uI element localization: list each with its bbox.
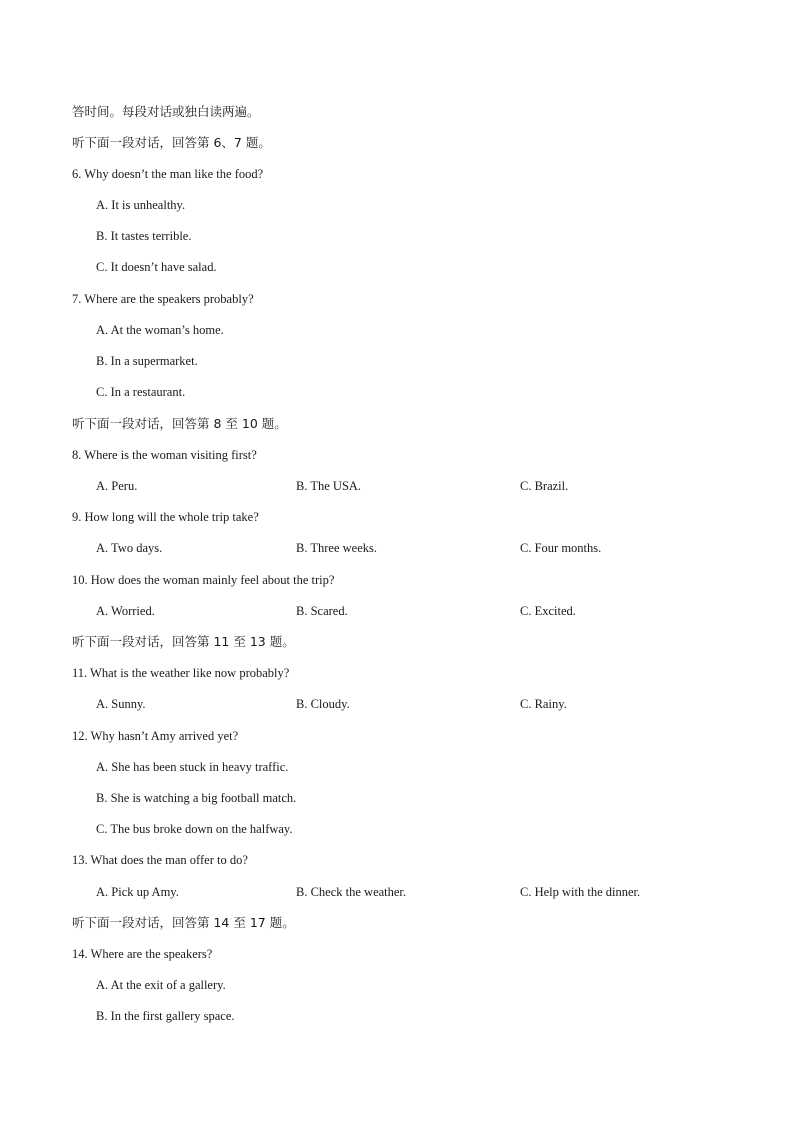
option-row [0,695,794,713]
question-text: 10. How does the woman mainly feel about the trip? [72,573,335,587]
option-b: B. Check the weather. [296,885,407,899]
option-a: A. Sunny. [96,697,146,711]
section-header-row [0,914,794,932]
question-text: 14. Where are the speakers? [72,947,213,961]
option-c: C. Brazil. [520,479,569,493]
option-b: B. In a supermarket. [96,354,198,368]
question-text: 8. Where is the woman visiting first? [72,448,257,462]
option-row [0,789,794,807]
question-text: 11. What is the weather like now probably? [72,666,290,680]
question-row [0,664,794,682]
option-row [0,539,794,557]
question-row [0,508,794,526]
option-a: A. It is unhealthy. [96,198,186,212]
option-a: A. Peru. [96,479,138,493]
option-a: A. At the woman’s home. [96,323,224,337]
section-header: 听下面一段对话，回答第 14 至 17 题。 [72,915,295,930]
question-text: 12. Why hasn’t Amy arrived yet? [72,729,239,743]
question-row [0,945,794,963]
option-c: C. The bus broke down on the halfway. [96,822,293,836]
option-row [0,477,794,495]
option-row [0,820,794,838]
option-c: C. In a restaurant. [96,385,186,399]
option-b: B. Scared. [296,604,348,618]
option-a: A. Pick up Amy. [96,885,179,899]
option-b: B. Cloudy. [296,697,350,711]
question-row [0,446,794,464]
option-row [0,602,794,620]
intro-line: 答时间。每段对话或独白读两遍。 [72,104,260,119]
option-row [0,1007,794,1025]
question-text: 7. Where are the speakers probably? [72,292,254,306]
option-row [0,258,794,276]
option-a: A. Two days. [96,541,163,555]
option-c: C. Excited. [520,604,576,618]
question-text: 13. What does the man offer to do? [72,853,248,867]
section-header-row [0,134,794,152]
question-row [0,571,794,589]
option-row [0,758,794,776]
option-b: B. In the first gallery space. [96,1009,235,1023]
option-b: B. She is watching a big football match. [96,791,297,805]
option-c: C. It doesn’t have salad. [96,260,217,274]
option-row [0,976,794,994]
option-c: C. Four months. [520,541,602,555]
question-row [0,851,794,869]
option-row [0,383,794,401]
question-row [0,165,794,183]
option-b: B. Three weeks. [296,541,377,555]
question-row [0,290,794,308]
option-b: B. It tastes terrible. [96,229,192,243]
option-a: A. She has been stuck in heavy traffic. [96,760,289,774]
section-header: 听下面一段对话，回答第 8 至 10 题。 [72,416,287,431]
option-row [0,321,794,339]
option-c: C. Help with the dinner. [520,885,641,899]
option-row [0,352,794,370]
intro-line-row [0,103,794,121]
question-text: 6. Why doesn’t the man like the food? [72,167,264,181]
question-row [0,727,794,745]
option-a: A. Worried. [96,604,155,618]
section-header: 听下面一段对话，回答第 11 至 13 题。 [72,634,295,649]
option-row [0,196,794,214]
option-row [0,883,794,901]
section-header: 听下面一段对话，回答第 6、7 题。 [72,135,271,150]
option-c: C. Rainy. [520,697,567,711]
section-header-row [0,415,794,433]
question-text: 9. How long will the whole trip take? [72,510,259,524]
section-header-row [0,633,794,651]
option-b: B. The USA. [296,479,362,493]
option-row [0,227,794,245]
option-a: A. At the exit of a gallery. [96,978,226,992]
